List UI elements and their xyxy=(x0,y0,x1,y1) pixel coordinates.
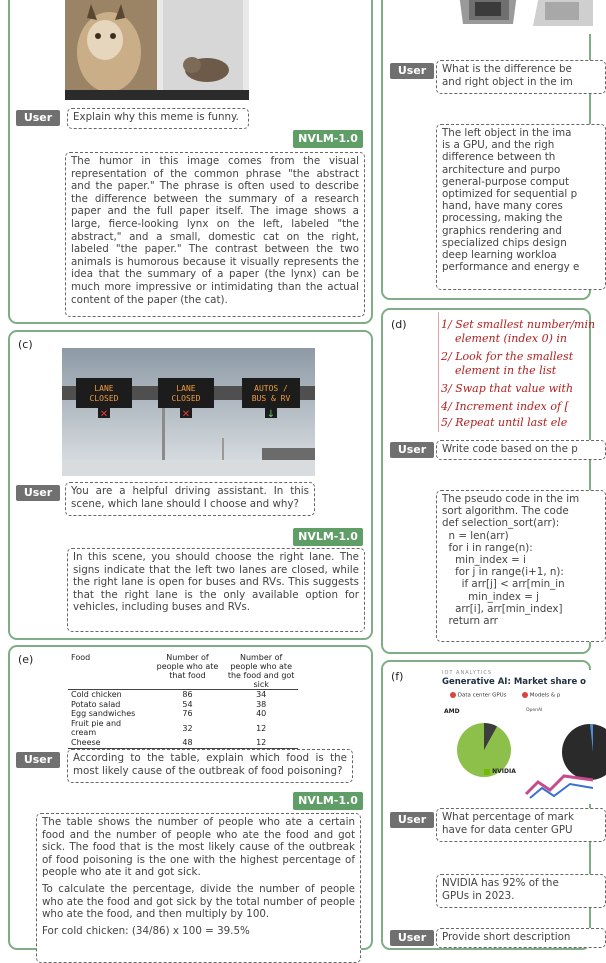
svg-text:CLOSED: CLOSED xyxy=(171,394,201,403)
table-row xyxy=(68,709,298,719)
note-line: 1/ Set smallest number/min xyxy=(441,318,596,331)
legend-label: Data center GPUs xyxy=(457,692,507,699)
table-cell: 12 xyxy=(256,723,267,733)
gpu-cpu-image xyxy=(453,0,593,34)
model-badge: NVLM-1.0 xyxy=(293,792,363,810)
highway-sign-photo xyxy=(62,348,315,476)
table-header: Number of people who ate the food and got sick xyxy=(227,653,295,689)
user-prompt-describe: Provide short description xyxy=(436,928,606,948)
user-prompt-driving: You are a helpful driving assistant. In this scene, which lane should I choose and why? xyxy=(65,482,315,516)
user-badge: User xyxy=(390,63,434,79)
user-prompt-gpu: What is the difference be and right object in the im xyxy=(436,60,606,94)
user-badge: User xyxy=(16,752,60,768)
table-cell: 86 xyxy=(182,690,193,699)
table-cell: 32 xyxy=(182,723,193,733)
svg-text:✕: ✕ xyxy=(181,409,191,420)
svg-text:BUS & RV: BUS & RV xyxy=(251,394,291,403)
legend-label: Models & p xyxy=(529,692,561,699)
brand-nvidia xyxy=(484,768,516,775)
panel-label: (f) xyxy=(391,670,404,683)
brand-amd: AMD xyxy=(444,708,460,715)
infographic-title: Generative AI: Market share o xyxy=(442,677,587,687)
table-row xyxy=(68,690,298,700)
user-prompt-code: Write code based on the p xyxy=(436,440,606,460)
panel-market-share xyxy=(381,660,591,950)
table-cell: Fruit pie and cream xyxy=(71,718,122,738)
market-share-infographic xyxy=(438,670,593,804)
infographic-brand: IOT ANALYTICS xyxy=(442,670,493,676)
panel-label: (d) xyxy=(391,318,407,331)
pie-chart-models xyxy=(562,724,606,780)
panel-label: (c) xyxy=(18,338,33,351)
user-badge: User xyxy=(16,110,60,126)
panel-gpu-cpu xyxy=(381,0,591,300)
svg-text:✕: ✕ xyxy=(99,409,109,420)
table-cell: 48 xyxy=(182,737,193,747)
table-cell: 40 xyxy=(256,709,267,719)
table-row xyxy=(68,719,298,738)
table-cell: 54 xyxy=(182,699,193,709)
response-food xyxy=(36,813,361,963)
panel-pseudocode xyxy=(381,308,596,654)
nvidia-logo-icon xyxy=(484,769,490,775)
response-paragraph: The table shows the number of people who ate a certain food and the number of people who ate the food and got sick. The food that is the most likely cause of the outbreak of food poisoning is the one with the highest percentage of people who ate it and got sick. xyxy=(42,816,355,879)
model-badge: NVLM-1.0 xyxy=(293,130,363,148)
response-meme: The humor in this image comes from the visual representation of the common phrase "the abstract and the paper." The phrase is often used to describe the difference between the summary of a research paper and the full paper itself. The image shows a large, fierce-looking lynx on the left, labeled "the abstract," and a small, domestic cat on the right, labeled "the paper." The contrast between the two animals is humorous because it visually represents the idea that the summary of a paper (the lynx) can be much more impressive or intimidating than the actual content of the paper (the cat). xyxy=(65,152,365,317)
response-gpu: The left object in the ima is a GPU, and the righ difference between th architecture and purpo general-purpose comput optimized for sequential p hand, have many cores processing, making the graphics rendering and specialized chips design deep learning workloa performance and energy e xyxy=(436,124,606,290)
user-badge: User xyxy=(390,812,434,828)
table-cell: 76 xyxy=(182,709,193,719)
user-prompt-food: According to the table, explain which food is the most likely cause of the outbreak of food poisoning? xyxy=(67,749,353,783)
response-driving: In this scene, you should choose the right lane. The signs indicate that the left two lanes are closed, while the right lane is open for buses and RVs. This suggests that the right lane is the only available option for vehicles, including buses and RVs. xyxy=(67,548,365,632)
handwritten-notes xyxy=(438,312,594,432)
brand-nvidia-label: NVIDIA xyxy=(492,768,516,775)
svg-text:LANE: LANE xyxy=(94,384,114,393)
table-cell: 12 xyxy=(256,737,267,747)
note-line: 5/ Repeat until last ele xyxy=(441,416,568,429)
table-row xyxy=(68,738,298,748)
pie-chart-gpu xyxy=(438,670,593,804)
note-line: 4/ Increment index of [ xyxy=(441,400,569,413)
svg-text:LANE: LANE xyxy=(176,384,196,393)
panel-meme xyxy=(8,0,373,324)
panel-label: (e) xyxy=(18,653,34,666)
food-table xyxy=(68,653,298,749)
table-row xyxy=(68,700,298,710)
model-badge: NVLM-1.0 xyxy=(293,528,363,546)
svg-text:CLOSED: CLOSED xyxy=(89,394,119,403)
table-header: Number of people who ate that food xyxy=(156,653,219,680)
user-badge: User xyxy=(390,930,434,946)
note-line: 2/ Look for the smallest xyxy=(441,350,574,363)
note-line: element in the list xyxy=(455,364,557,377)
table-cell: 34 xyxy=(256,690,267,699)
table-cell: Cheese xyxy=(71,737,101,747)
note-line: element (index 0) in xyxy=(455,332,568,345)
table-cell: Cold chicken xyxy=(71,690,122,699)
response-code: The pseudo code in the im sort algorithm. The code def selection_sort(arr): n = len(arr) for i in range(n): min_index = i for j in range(i+1, n): if arr[j] < arr[min_in min_index = j arr[i], arr[min_index] return arr xyxy=(436,490,606,642)
food-table-image xyxy=(68,653,298,749)
brand-openai: OpenAI xyxy=(526,708,543,713)
svg-text:↓: ↓ xyxy=(266,409,276,420)
table-cell: Egg sandwiches xyxy=(71,709,136,719)
table-cell: Potato salad xyxy=(71,699,121,709)
response-market: NVIDIA has 92% of the GPUs in 2023. xyxy=(436,874,606,908)
table-header: Food xyxy=(71,653,91,662)
table-cell: 38 xyxy=(256,699,267,709)
response-paragraph: To calculate the percentage, divide the number of people who ate the food and got sick by the total number of people who ate the food, and then multiply by 100. xyxy=(42,882,355,921)
user-badge: User xyxy=(16,485,60,501)
user-prompt-meme: Explain why this meme is funny. xyxy=(67,108,249,129)
user-prompt-market: What percentage of mark have for data center GPU xyxy=(436,808,606,842)
user-badge: User xyxy=(390,442,434,458)
note-line: 3/ Swap that value with xyxy=(441,382,574,395)
panel-food-table xyxy=(8,645,373,950)
meme-image xyxy=(65,0,249,100)
svg-text:AUTOS /: AUTOS / xyxy=(254,384,288,393)
response-paragraph: For cold chicken: (34/86) x 100 = 39.5% xyxy=(42,924,250,937)
panel-driving xyxy=(8,330,373,640)
